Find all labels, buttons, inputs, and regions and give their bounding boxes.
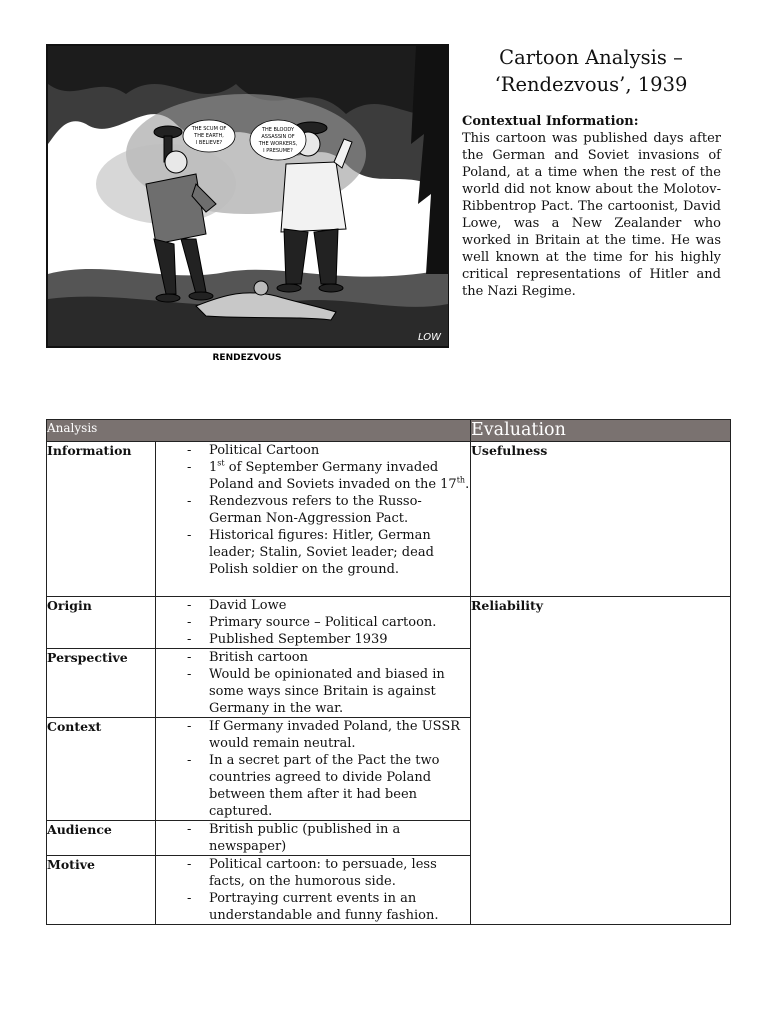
eval-reliability: Reliability xyxy=(471,597,731,925)
row-label-information: Information xyxy=(47,442,156,597)
list-item: - Rendezvous refers to the Russo-German Non-Aggression Pact. xyxy=(156,493,470,527)
header-evaluation: Evaluation xyxy=(471,420,731,442)
bubble-left-line2: THE EARTH, xyxy=(194,133,224,139)
list-item: - Political Cartoon xyxy=(156,442,470,459)
list-item: - In a secret part of the Pact the two countries agreed to divide Poland between them after it had been captured. xyxy=(156,752,470,820)
row-points-information xyxy=(156,442,471,597)
title-line-1: Cartoon Analysis – xyxy=(499,46,683,69)
analysis-table xyxy=(46,419,731,925)
row-points-motive xyxy=(156,856,471,925)
list-item: - Published September 1939 xyxy=(156,631,470,648)
list-item: - Primary source – Political cartoon. xyxy=(156,614,470,631)
table-row xyxy=(47,597,731,649)
bubble-right-line4: I PRESUME? xyxy=(263,148,293,154)
eval-usefulness: Usefulness xyxy=(471,442,731,597)
context-heading: Contextual Information: xyxy=(462,114,639,129)
cartoon-caption: RENDEZVOUS xyxy=(212,353,282,363)
bubble-right-line1: THE BLOODY xyxy=(261,127,295,133)
row-label-perspective: Perspective xyxy=(47,649,156,718)
list-item: - David Lowe xyxy=(156,597,470,614)
context-body: This cartoon was published days after the German and Soviet invasions of Poland, at a time when the rest of the world did not know about the Molotov-Ribbentrop Pact. The cartoonist, David Lowe, was a New Zealander who worked in Britain at the time. He was well known at the time for his highly critical representations of Hitler and the Nazi Regime. xyxy=(462,131,721,299)
list-item: - If Germany invaded Poland, the USSR would remain neutral. xyxy=(156,718,470,752)
list-item: - Historical figures: Hitler, German leader; Stalin, Soviet leader; dead Polish soldier on the ground. xyxy=(156,527,470,578)
bubble-right-line3: THE WORKERS, xyxy=(258,141,298,147)
list-item: - British cartoon xyxy=(156,649,470,666)
row-label-origin: Origin xyxy=(47,597,156,649)
row-label-context: Context xyxy=(47,718,156,821)
list-item: - British public (published in a newspaper) xyxy=(156,821,470,855)
table-header-row xyxy=(47,420,731,442)
list-item: - Portraying current events in an understandable and funny fashion. xyxy=(156,890,470,924)
list-item: - Would be opinionated and biased in some ways since Britain is against Germany in the war. xyxy=(156,666,470,717)
bubble-right-line2: ASSASSIN OF xyxy=(261,134,295,140)
row-points-audience xyxy=(156,821,471,856)
list-item: - 1st of September Germany invaded Poland and Soviets invaded on the 17th. xyxy=(156,459,470,493)
cartoon-image xyxy=(46,44,449,364)
row-points-perspective xyxy=(156,649,471,718)
row-label-motive: Motive xyxy=(47,856,156,925)
row-points-context xyxy=(156,718,471,821)
cartoon-signature: LOW xyxy=(418,332,442,343)
bubble-left-line1: THE SCUM OF xyxy=(191,126,227,132)
page-title xyxy=(462,44,720,98)
bubble-left-line3: I BELIEVE? xyxy=(195,140,223,146)
title-line-2: ‘Rendezvous’, 1939 xyxy=(494,73,688,96)
row-points-origin xyxy=(156,597,471,649)
list-item: - Political cartoon: to persuade, less facts, on the humorous side. xyxy=(156,856,470,890)
table-row xyxy=(47,442,731,597)
header-analysis: Analysis xyxy=(47,420,471,442)
row-label-audience: Audience xyxy=(47,821,156,856)
